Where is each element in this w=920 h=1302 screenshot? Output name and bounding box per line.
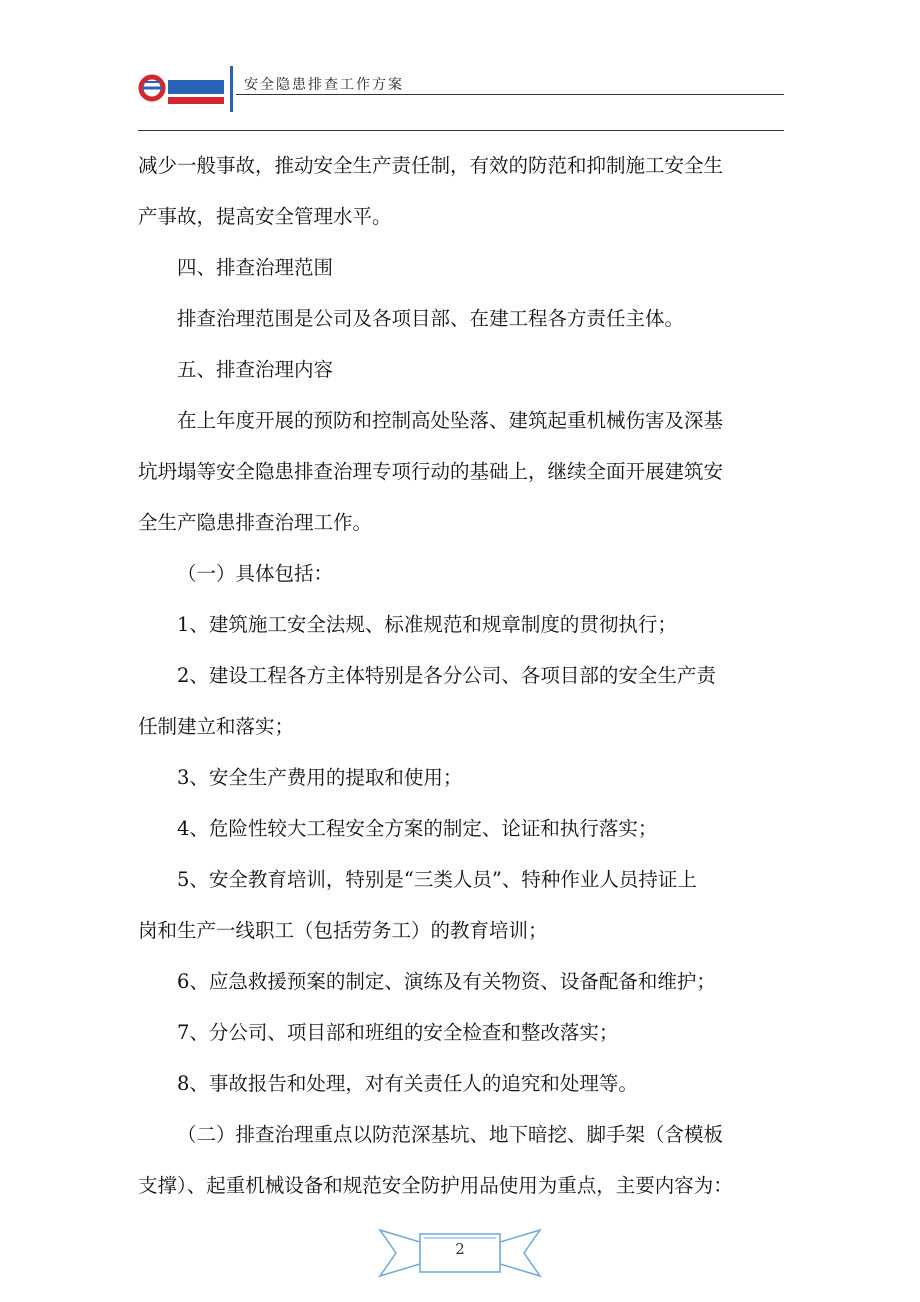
text-line: 产事故，提高安全管理水平。: [138, 205, 392, 228]
page-number: 2: [455, 1240, 465, 1258]
text-line: （一）具体包括：: [177, 562, 334, 585]
text-line: 2、建设工程各方主体特别是各分公司、各项目部的安全生产责: [177, 664, 716, 687]
document-title: 安全隐患排查工作方案: [244, 77, 404, 93]
header-bottom-rule: [138, 130, 784, 131]
document-body: [138, 140, 784, 1211]
text-line: 在上年度开展的预防和控制高处坠落、建筑起重机械伤害及深基: [177, 409, 724, 432]
text-line: 3、安全生产费用的提取和使用；: [177, 766, 463, 789]
text-line: 岗和生产一线职工（包括劳务工）的教育培训；: [138, 919, 548, 942]
text-line: 6、应急救援预案的制定、演练及有关物资、设备配备和维护；: [177, 970, 716, 993]
text-line: 5、安全教育培训，特别是“三类人员”、特种作业人员持证上: [177, 868, 697, 891]
text-line: 8、事故报告和处理，对有关责任人的追究和处理等。: [177, 1072, 638, 1095]
text-line: 1、建筑施工安全法规、标准规范和规章制度的贯彻执行；: [177, 613, 677, 636]
text-line: 支撑）、起重机械设备和规范安全防护用品使用为重点，主要内容为：: [138, 1174, 733, 1197]
text-line: 7、分公司、项目部和班组的安全检查和整改落实；: [177, 1021, 619, 1044]
text-line: 四、排查治理范围: [177, 256, 334, 279]
text-line: 4、危险性较大工程安全方案的制定、论证和执行落实；: [177, 817, 658, 840]
text-line: 任制建立和落实；: [138, 715, 295, 738]
text-line: 坑坍塌等安全隐患排查治理专项行动的基础上，继续全面开展建筑安: [138, 460, 724, 483]
text-line: 排查治理范围是公司及各项目部、在建工程各方责任主体。: [177, 307, 685, 330]
header-rule: [236, 94, 784, 95]
text-line: 全生产隐患排查治理工作。: [138, 511, 373, 534]
text-line: 五、排查治理内容: [177, 358, 334, 381]
page-header: [138, 62, 784, 132]
page-footer: [0, 1220, 920, 1280]
header-divider: [230, 66, 233, 112]
text-line: （二）排查治理重点以防范深基坑、地下暗挖、脚手架（含模板: [177, 1123, 724, 1146]
company-logo: [138, 70, 228, 110]
text-line: 减少一般事故，推动安全生产责任制，有效的防范和抑制施工安全生: [138, 154, 724, 177]
